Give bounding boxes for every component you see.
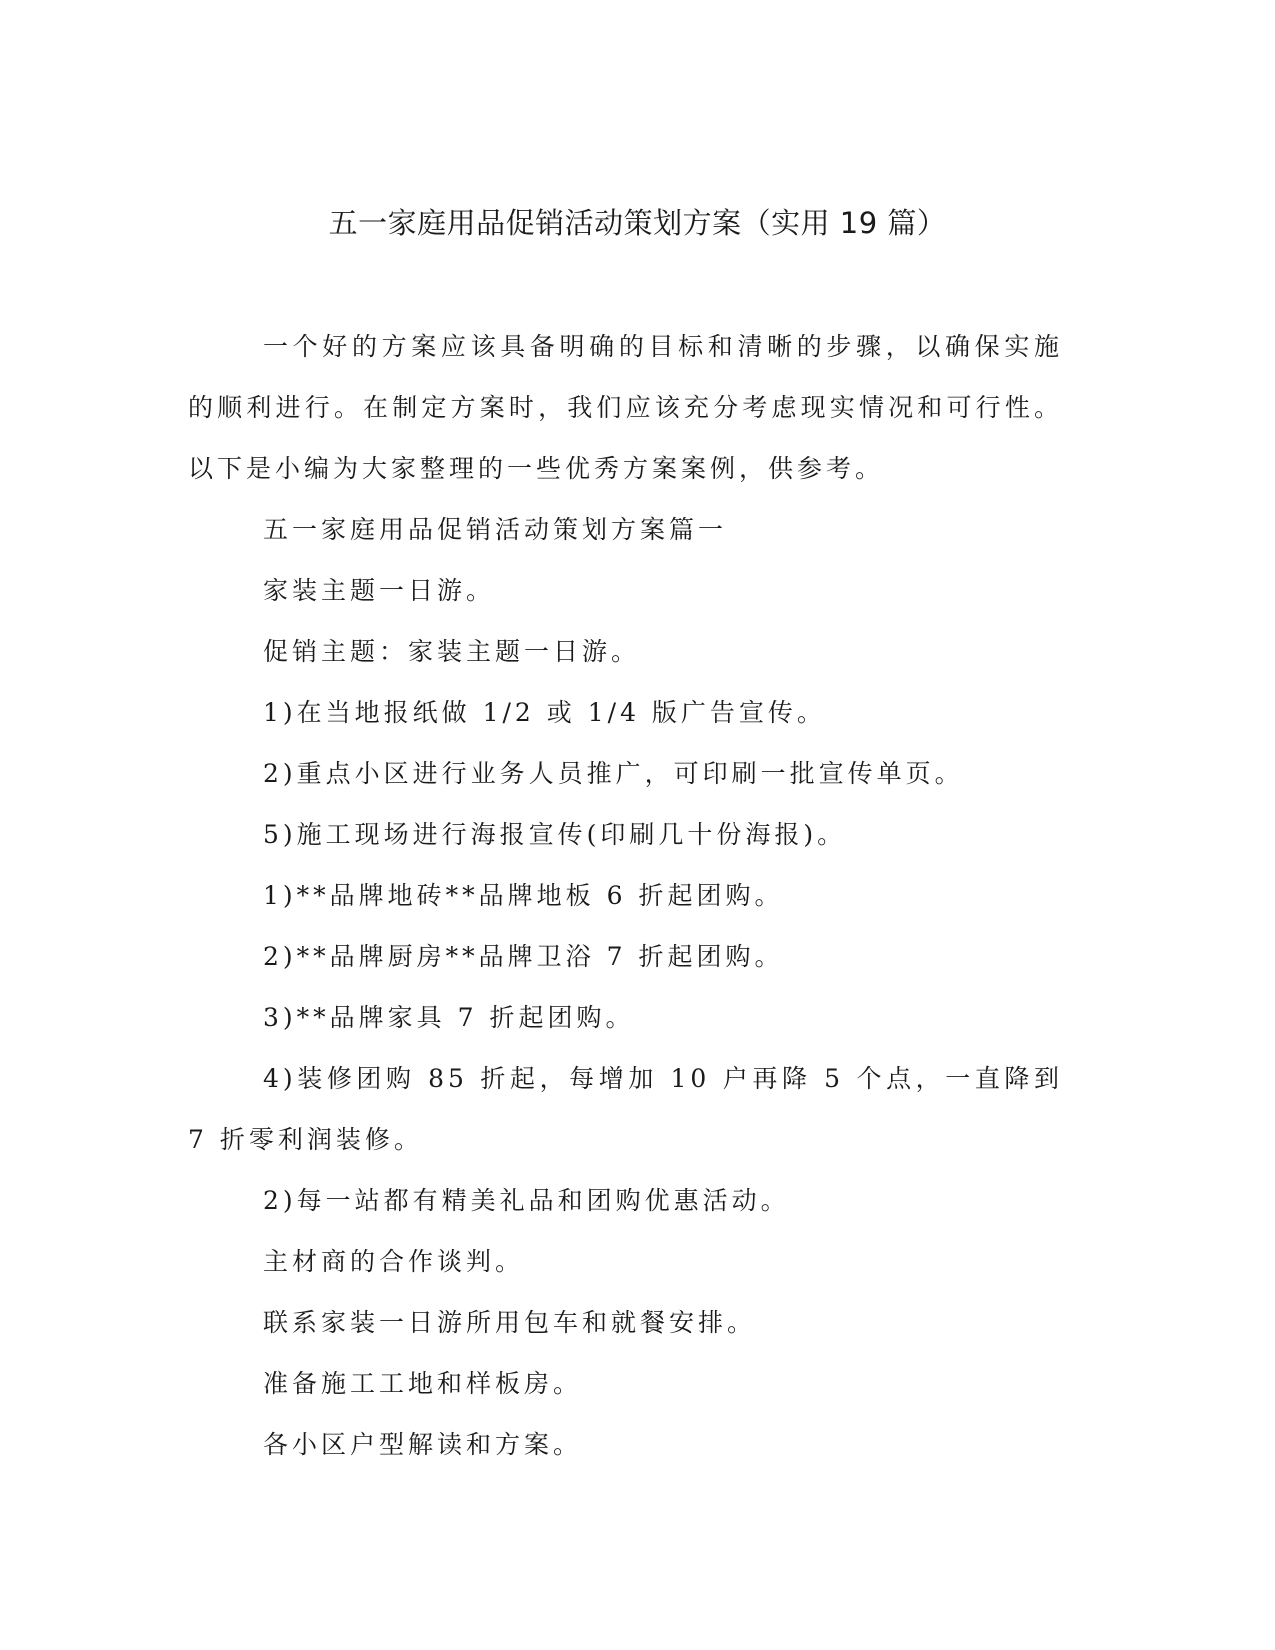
list-item: 5)施工现场进行海报宣传(印刷几十份海报)。 bbox=[263, 820, 847, 849]
document-title: 五一家庭用品促销活动策划方案（实用 19 篇） bbox=[328, 206, 947, 240]
list-item: 1)**品牌地砖**品牌地板 6 折起团购。 bbox=[263, 881, 784, 910]
list-item: 2)**品牌厨房**品牌卫浴 7 折起团购。 bbox=[263, 942, 784, 971]
paragraph: 准备施工工地和样板房。 bbox=[263, 1369, 583, 1398]
section-heading: 五一家庭用品促销活动策划方案篇一 bbox=[263, 515, 728, 544]
paragraph: 联系家装一日游所用包车和就餐安排。 bbox=[263, 1308, 757, 1337]
paragraph: 促销主题：家装主题一日游。 bbox=[263, 637, 641, 666]
paragraph: 各小区户型解读和方案。 bbox=[263, 1430, 583, 1459]
intro-paragraph: 一个好的方案应该具备明确的目标和清晰的步骤，以确保实施的顺利进行。在制定方案时，我们应该充分考虑现实情况和可行性。以下是小编为大家整理的一些优秀方案案例，供参考。 bbox=[188, 332, 1063, 483]
document-body bbox=[188, 316, 1063, 1475]
list-item: 2)重点小区进行业务人员推广，可印刷一批宣传单页。 bbox=[263, 759, 964, 788]
paragraph: 家装主题一日游。 bbox=[263, 576, 496, 605]
list-item: 1)在当地报纸做 1/2 或 1/4 版广告宣传。 bbox=[263, 698, 826, 727]
list-item: 4)装修团购 85 折起，每增加 10 户再降 5 个点，一直降到 7 折零利润装修。 bbox=[188, 1064, 1063, 1154]
paragraph: 主材商的合作谈判。 bbox=[263, 1247, 525, 1276]
list-item: 2)每一站都有精美礼品和团购优惠活动。 bbox=[263, 1186, 790, 1215]
list-item: 3)**品牌家具 7 折起团购。 bbox=[263, 1003, 635, 1032]
